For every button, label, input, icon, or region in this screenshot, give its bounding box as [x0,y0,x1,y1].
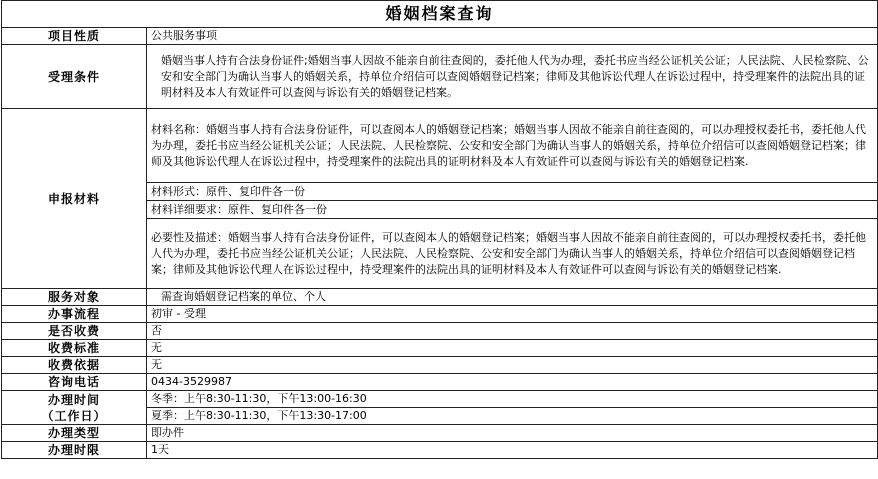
process-value: 初审 - 受理 [147,306,878,323]
process-label: 办事流程 [2,306,147,323]
type-label: 办理类型 [2,425,147,442]
project-nature-value: 公共服务事项 [147,28,878,45]
service-target-label: 服务对象 [2,289,147,306]
materials-detail: 材料详细要求：原件、复印件各一份 [147,201,878,219]
info-table [1,0,878,459]
materials-necessity: 必要性及描述：婚姻当事人持有合法身份证件，可以查阅本人的婚姻登记档案；婚姻当事人因故不能亲自前往查阅的，可以办理授权委托书，委托他人代为办理，委托书应当经公证机关公证；人民法院、人民检察院、公安和安全部门为确认当事人的婚姻关系，持单位介绍信可以查阅婚姻登记档案；律师及其他诉讼代理人在诉讼过程中，持受理案件的法院出具的证明材料及本人有效证件可以查阅与诉讼有关的婚姻登记档案. [147,219,878,289]
service-target-value: 需查询婚姻登记档案的单位、个人 [147,289,878,306]
materials-label: 申报材料 [2,109,147,289]
type-value: 即办件 [147,425,878,442]
phone-value: 0434-3529987 [147,374,878,391]
fee-standard-label: 收费标准 [2,340,147,357]
fee-standard-value: 无 [147,340,878,357]
acceptance-label: 受理条件 [2,45,147,109]
time-limit-value: 1天 [147,442,878,459]
charged-label: 是否收费 [2,323,147,340]
phone-label: 咨询电话 [2,374,147,391]
hours-summer: 夏季：上午8:30-11:30，下午13:30-17:00 [147,408,878,425]
materials-form: 材料形式：原件、复印件各一份 [147,183,878,201]
fee-basis-label: 收费依据 [2,357,147,374]
charged-value: 否 [147,323,878,340]
materials-name: 材料名称：婚姻当事人持有合法身份证件，可以查阅本人的婚姻登记档案；婚姻当事人因故不能亲自前往查阅的，可以办理授权委托书，委托他人代为办理，委托书应当经公证机关公证；人民法院、人民检察院、公安和安全部门为确认当事人的婚姻关系，持单位介绍信可以查阅婚姻登记档案；律师及其他诉讼代理人在诉讼过程中，持受理案件的法院出具的证明材料及本人有效证件可以查阅与诉讼有关的婚姻登记档案. [147,109,878,183]
hours-label-sub: （工作日） [41,408,107,423]
time-limit-label: 办理时限 [2,442,147,459]
hours-winter: 冬季：上午8:30-11:30，下午13:00-16:30 [147,391,878,408]
hours-label-main: 办理时间 [47,392,100,407]
acceptance-value: 婚姻当事人持有合法身份证件;婚姻当事人因故不能亲自前往查阅的，委托他人代为办理，委托书应当经公证机关公证；人民法院、人民检察院、公安和安全部门为确认当事人的婚姻关系，持单位介绍信可以查阅婚姻登记档案；律师及其他诉讼代理人在诉讼过程中，持受理案件的法院出具的证明材料及本人有效证件可以查阅与诉讼有关的婚姻登记档案。 [147,45,878,109]
hours-label [2,391,147,425]
page-title: 婚姻档案查询 [2,1,878,28]
fee-basis-value: 无 [147,357,878,374]
project-nature-label: 项目性质 [2,28,147,45]
